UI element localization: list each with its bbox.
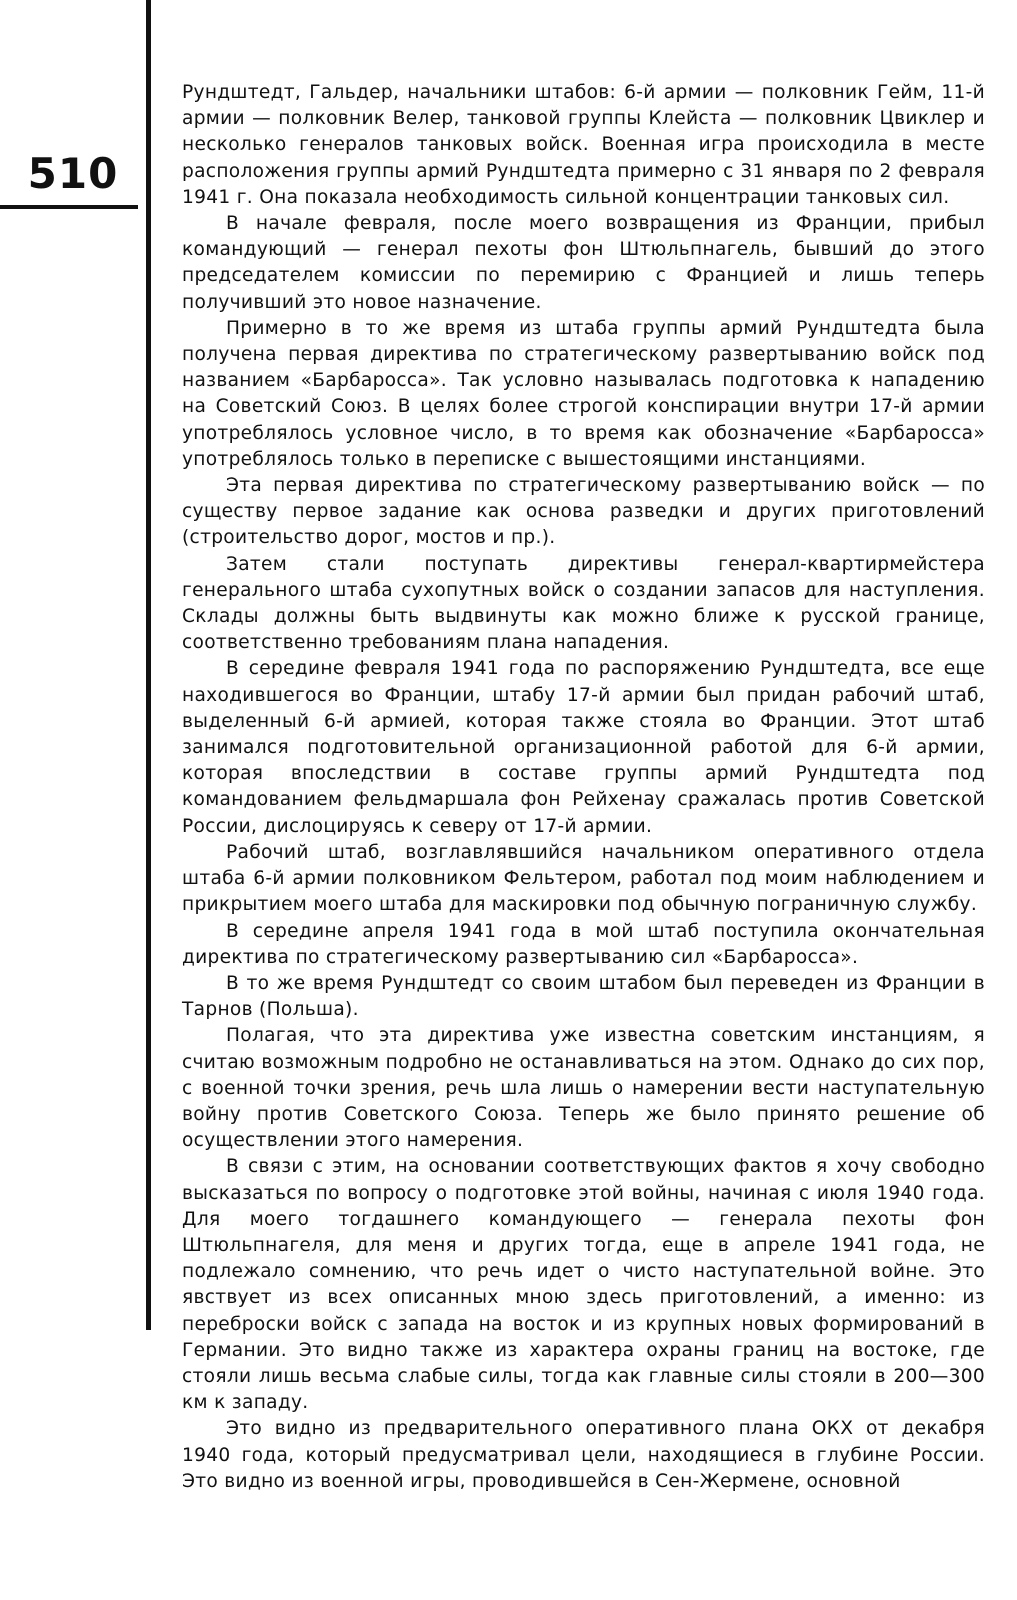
paragraph: В то же время Рундштедт со своим штабом был переведен из Франции в Тарнов (Польша). [182, 972, 985, 1021]
paragraph: В середине февраля 1941 года по распоряжению Рундштедта, все еще находившегося во Франции, штабу 17-й армии был придан рабочий штаб, выделенный 6-й армией, которая также стояла во Франции. Этот штаб занимался подготовительной организационной работой для 6-й армии, которая впоследствии в составе группы армий Рундштедта под командованием фельдмаршала фон Рейхенау сражалась против Советской России, дислоцируясь к северу от 17-й армии. [182, 658, 985, 837]
page-number: 510 [27, 149, 119, 198]
paragraph: В связи с этим, на основании соответствующих фактов я хочу свободно высказаться по вопросу о подготовке этой войны, начиная с июля 1940 года. Для моего тогдашнего командующего — генерала пехоты фон Штюльпнагеля, для меня и других тогда, еще в апреле 1941 года, не подлежало сомнению, что речь идет о чисто наступательной войне. Это явствует из всех описанных мною здесь приготовлений, а именно: из переброски войск с запада на восток и из крупных новых формирований в Германии. Это видно также из характера охраны границ на востоке, где стояли лишь весьма слабые силы, тогда как главные силы стояли в 200—300 км к западу. [182, 1156, 985, 1414]
paragraph: Рабочий штаб, возглавлявшийся начальником оперативного отдела штаба 6-й армии полковником Фельтером, работал под моим наблюдением и прикрытием моего штаба для маскировки под обычную пограничную службу. [182, 841, 985, 916]
paragraph: Эта первая директива по стратегическому развертыванию войск — по существу первое задание как основа разведки и других приготовлений (строительство дорог, мостов и пр.). [182, 475, 985, 549]
paragraph: Затем стали поступать директивы генерал-квартирмейстера генерального штаба сухопутных войск о создании запасов для наступления. Склады должны быть выдвинуты как можно ближе к русской границе, соответственно требованиям плана нападения. [182, 553, 985, 654]
paragraph: Полагая, что эта директива уже известна советским инстанциям, я считаю возможным подробно не останавливаться на этом. Однако до сих пор, с военной точки зрения, речь шла лишь о намерении вести наступательную войну против Советского Союза. Теперь же было принято решение об осуществлении этого намерения. [182, 1025, 985, 1152]
margin-vertical-rule [146, 0, 151, 1330]
page-number-underline [0, 205, 138, 209]
paragraph: Это видно из предварительного оперативного плана ОКХ от декабря 1940 года, который предусматривал цели, находящиеся в глубине России. Это видно из военной игры, проводившейся в Сен-Жермене, основной [182, 1418, 985, 1492]
paragraph: Рундштедт, Гальдер, начальники штабов: 6-й армии — полковник Гейм, 11-й армии — полковник Велер, танковой группы Клейста — полковник Цвиклер и несколько генералов танковых войск. Военная игра происходила в месте расположения группы армий Рундштедта примерно с 31 января по 2 февраля 1941 г. Она показала необходимость сильной концентрации танковых сил. [182, 82, 985, 208]
paragraph: Примерно в то же время из штаба группы армий Рундштедта была получена первая директива по стратегическому развертыванию войск под названием «Барбаросса». Так условно называлась подготовка к нападению на Советский Союз. В целях более строгой конспирации внутри 17-й армии употреблялось условное число, в то время как обозначение «Барбаросса» употреблялось только в переписке с вышестоящими инстанциями. [182, 317, 985, 470]
body-text [182, 80, 985, 1495]
paragraph: В середине апреля 1941 года в мой штаб поступила окончательная директива по стратегическому развертыванию сил «Барбаросса». [182, 920, 985, 968]
paragraph: В начале февраля, после моего возвращения из Франции, прибыл командующий — генерал пехоты фон Штюльпнагель, бывший до этого председателем комиссии по перемирию с Францией и лишь теперь получивший это новое назначение. [182, 213, 985, 313]
